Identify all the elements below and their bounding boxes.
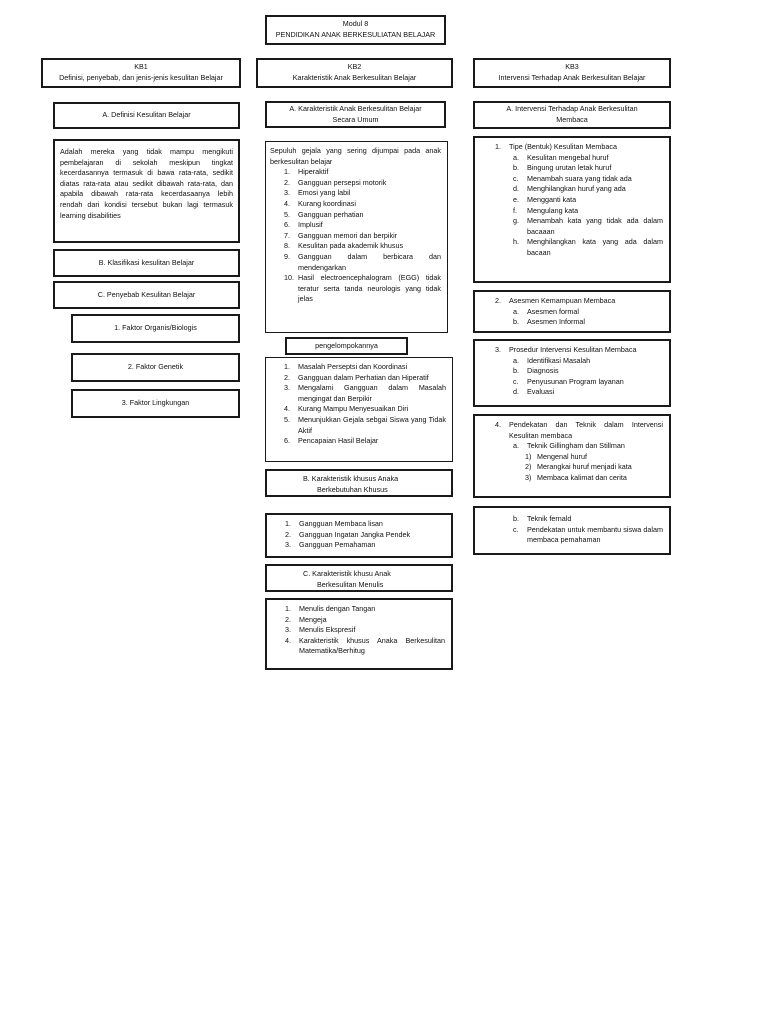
reading-type-item: [479, 237, 663, 258]
kb2-symptoms-intro: Sepuluh gejala yang sering dijumpai pada anak berkesulitan belajar: [270, 146, 441, 166]
reading-type-item-number: g.: [513, 216, 519, 226]
symptom-item-text: Gangguan memori dan berpikir: [298, 230, 398, 240]
symptom-item: [270, 188, 441, 199]
kb3-assess-title: Asesmen Kemampuan Membaca: [509, 296, 616, 305]
symptom-item-number: 4.: [284, 198, 290, 208]
symptom-item-number: 1.: [284, 167, 290, 177]
kb2-general-title: [265, 101, 446, 128]
kb3-types-list: [479, 153, 663, 259]
kb2-grouping-label: [285, 337, 408, 355]
technique-item-number: c.: [513, 524, 519, 534]
writing-difficulty-item-number: 3.: [285, 625, 291, 635]
symptom-item-text: Emosi yang labil: [298, 188, 351, 198]
kb3-approach-title: Pendekatan dan Teknik dalam Intervensi Kesulitan membaca: [509, 420, 663, 440]
gillingham-step-item: [479, 452, 663, 463]
kb2-reading-list: [271, 519, 445, 551]
symptom-item-number: 7.: [284, 230, 290, 240]
kb3-approach-box: [473, 414, 671, 498]
kb1-factor-3-text: 3. Faktor Lingkungan: [121, 398, 190, 408]
reading-difficulty-item-text: Gangguan Membaca lisan: [299, 519, 383, 528]
reading-difficulty-item-number: 3.: [285, 540, 291, 550]
kb3-approach-a-num: a.: [513, 441, 519, 451]
assessment-item-text: Asesmen formal: [527, 306, 579, 316]
technique-item: [479, 525, 663, 546]
group-item-number: 1.: [284, 362, 290, 371]
symptom-item-number: 3.: [284, 188, 290, 198]
writing-difficulty-item-text: Karakteristik khusus Anaka Berkesulitan Matematika/Berhitug: [299, 635, 445, 656]
kb2-code: KB2: [347, 62, 362, 72]
gillingham-step-item-text: Membaca kalimat dan cerita: [537, 472, 627, 482]
symptom-item-number: 2.: [284, 177, 290, 187]
kb2-grouping-label-text: pengelompokannya: [315, 340, 378, 350]
kb1-label: Definisi, penyebab, dan jenis-jenis kesulitan Belajar: [59, 73, 223, 82]
procedure-item-number: d.: [513, 387, 519, 397]
assessment-item: [479, 307, 663, 318]
symptom-item-text: Hiperaktif: [298, 167, 329, 177]
technique-item-number: b.: [513, 514, 519, 523]
gillingham-step-item-number: 1): [525, 451, 532, 461]
writing-difficulty-item-text: Mengeja: [299, 614, 327, 624]
kb2-symptoms-list: [270, 167, 441, 305]
kb1-definition-text: [53, 139, 240, 243]
writing-difficulty-item-text: Menulis dengan Tangan: [299, 604, 376, 613]
symptom-item-text: Gangguan dalam berbicara dan mendengarkan: [298, 251, 441, 272]
gillingham-step-item-text: Mengenal huruf: [537, 451, 587, 461]
gillingham-step-item-number: 2): [525, 462, 532, 472]
writing-difficulty-item: [271, 636, 445, 657]
writing-difficulty-item-text: Menulis Ekspresif: [299, 625, 356, 635]
kb3-assess-num: 2.: [495, 296, 501, 305]
reading-type-item-number: a.: [513, 152, 519, 162]
kb3-more-list: [479, 514, 663, 546]
writing-difficulty-item: [271, 615, 445, 626]
procedure-item: [479, 366, 663, 377]
kb3-types-num: 1.: [495, 142, 501, 151]
kb3-types-title: Tipe (Bentuk) Kesulitan Membaca: [509, 142, 617, 151]
assessment-item: [479, 317, 663, 328]
kb2-writing-title-line1: C. Karakteristik khusu Anak: [303, 569, 391, 578]
symptom-item: [270, 252, 441, 273]
group-item: [270, 415, 446, 436]
reading-type-item-text: Mengganti kata: [527, 194, 577, 204]
procedure-item: [479, 387, 663, 398]
gillingham-step-item-text: Merangkai huruf menjadi kata: [537, 462, 632, 472]
kb3-approach-num: 4.: [495, 420, 501, 429]
kb3-code: KB3: [565, 62, 579, 72]
symptom-item-text: Kurang koordinasi: [298, 198, 356, 208]
kb2-label: Karakteristik Anak Berkesulitan Belajar: [292, 73, 417, 82]
symptom-item-number: 5.: [284, 209, 290, 219]
symptom-item: [270, 210, 441, 221]
writing-difficulty-item-number: 4.: [285, 635, 291, 645]
kb1-factor-1-text: 1. Faktor Organis/Biologis: [114, 323, 197, 333]
reading-type-item-text: Menghilangkan kata yang ada dalam bacaan: [527, 237, 663, 257]
symptom-item-text: Hasil electroencephalogram (EGG) tidak teratur serta tanda neurologis yang tidak jelas: [298, 273, 441, 304]
kb2-groups-list: [270, 362, 446, 447]
kb1-classification-title: [53, 249, 240, 277]
kb1-code: KB1: [134, 62, 148, 72]
kb2-groups-box: [265, 357, 453, 462]
reading-type-item-number: h.: [513, 237, 519, 247]
group-item-text: Masalah Perseptsi dan Koordinasi: [298, 362, 408, 371]
symptom-item-number: 10.: [284, 273, 294, 283]
reading-type-item: [479, 163, 663, 174]
symptom-item-number: 9.: [284, 251, 290, 261]
reading-difficulty-item-text: Gangguan Ingatan Jangka Pendek: [299, 529, 411, 539]
assessment-item-number: b.: [513, 317, 519, 327]
kb3-more-box: [473, 506, 671, 555]
procedure-item-text: Penyusunan Program layanan: [527, 376, 624, 386]
reading-type-item-number: e.: [513, 194, 519, 204]
group-item: [270, 373, 446, 384]
technique-item: [479, 514, 663, 525]
kb2-writing-title-line2: Berkesulitan Menulis: [317, 579, 384, 589]
kb1-factor-1: [71, 314, 240, 343]
procedure-item-text: Diagnosis: [527, 366, 559, 376]
technique-item-text: Teknik fernald: [527, 514, 572, 523]
kb3-approach-a-title: Teknik Gillingham dan Stillman: [527, 441, 625, 451]
kb2-writing-title: [265, 564, 453, 592]
reading-type-item-text: Menambah kata yang tidak ada dalam bacaaan: [527, 216, 663, 236]
reading-type-item-text: Mengulang kata: [527, 205, 579, 215]
kb3-assess-list: [479, 307, 663, 328]
group-item-number: 4.: [284, 404, 290, 414]
gillingham-step-item-number: 3): [525, 472, 532, 482]
gillingham-step-item: [479, 462, 663, 473]
reading-type-item-text: Kesulitan mengebal huruf: [527, 152, 609, 162]
kb1-classification-text: B. Klasifikasi kesulitan Belajar: [98, 257, 195, 267]
symptom-item: [270, 199, 441, 210]
kb2-reading-box: [265, 513, 453, 558]
kb3-approach-items-list: [479, 452, 663, 484]
group-item-number: 3.: [284, 383, 290, 393]
kb3-label: Intervensi Terhadap Anak Berkesulitan Belajar: [498, 73, 646, 82]
kb2-symptoms-box: [265, 141, 448, 333]
symptom-item: [270, 167, 441, 178]
procedure-item: [479, 356, 663, 367]
assessment-item-text: Asesmen Informal: [527, 317, 585, 327]
reading-type-item: [479, 184, 663, 195]
module-title: PENDIDIKAN ANAK BERKESULIATAN BELAJAR: [275, 30, 436, 39]
kb2-special-title-line1: B. Karakteristik khusus Anaka: [303, 474, 399, 483]
symptom-item-text: Implusif: [298, 220, 323, 230]
group-item-text: Kurang Mampu Menyesuaikan Diri: [298, 404, 409, 414]
writing-difficulty-item-number: 2.: [285, 614, 291, 624]
kb1-cause-title: [53, 281, 240, 309]
reading-type-item-number: d.: [513, 184, 519, 194]
module-number: Modul 8: [342, 19, 369, 29]
reading-type-item-number: f.: [513, 205, 517, 215]
kb3-proc-list: [479, 356, 663, 398]
kb1-cause-text: C. Penyebab Kesulitan Belajar: [97, 289, 196, 299]
reading-difficulty-item: [271, 540, 445, 551]
symptom-item: [270, 231, 441, 242]
group-item-text: Mengalami Gangguan dalam Masalah mengingat dan Berpikir: [298, 383, 446, 403]
kb3-proc-title: Prosedur Intervensi Kesulitan Membaca: [509, 345, 637, 354]
kb1-factor-2: [71, 353, 240, 382]
reading-type-item: [479, 216, 663, 237]
assessment-item-number: a.: [513, 306, 519, 316]
reading-difficulty-item: [271, 530, 445, 541]
kb1-definition-paragraph: Adalah mereka yang tidak mampu mengikuti pembelajaran di sekolah meskipun tingkat kecerdasannya termasuk di bawa rata-rata, sedikit diatas rata-rata atau sedikit dibawah rata-rata, dan apabila dibawah rata-rata kecerdasaanya lebih rendah dari kondisi tersebut bukan lagi termasuk learning disabilities: [60, 147, 233, 220]
kb3-intervention-title: [473, 101, 671, 129]
procedure-item-number: b.: [513, 366, 519, 376]
group-item-number: 6.: [284, 436, 290, 446]
reading-difficulty-item-number: 1.: [285, 519, 291, 528]
reading-type-item-text: Bingung urutan letak huruf: [527, 163, 612, 173]
kb1-definition-title-text: A. Definisi Kesulitan Belajar: [102, 110, 191, 120]
reading-type-item: [479, 206, 663, 217]
kb1-definition-title: [53, 102, 240, 129]
symptom-item-text: Gangguan persepsi motorik: [298, 177, 387, 187]
reading-difficulty-item: [271, 519, 445, 530]
group-item-number: 2.: [284, 372, 290, 382]
kb2-general-title-line1: A. Karakteristik Anak Berkesulitan Belajar: [289, 103, 422, 113]
kb2-writing-box: [265, 598, 453, 670]
procedure-item-number: a.: [513, 355, 519, 365]
group-item: [270, 404, 446, 415]
kb3-proc-num: 3.: [495, 345, 501, 354]
procedure-item-text: Identifikasi Masalah: [527, 355, 591, 365]
reading-type-item-text: Menghilangkan huruf yang ada: [527, 184, 626, 194]
reading-difficulty-item-text: Gangguan Pemahaman: [299, 540, 376, 550]
symptom-item-number: 6.: [284, 220, 290, 230]
group-item-text: Menunjukkan Gejala sebgai Siswa yang Tidak Aktif: [298, 414, 446, 435]
procedure-item-number: c.: [513, 376, 519, 386]
symptom-item: [270, 220, 441, 231]
kb1-factor-2-text: 2. Faktor Genetik: [127, 362, 184, 372]
kb3-assessment-box: [473, 290, 671, 333]
kb3-intervention-title-line2: Membaca: [556, 115, 588, 124]
group-item: [270, 436, 446, 447]
module-title-box: [265, 15, 446, 45]
gillingham-step-item: [479, 473, 663, 484]
procedure-item: [479, 377, 663, 388]
symptom-item-text: Gangguan perhatian: [298, 209, 364, 219]
symptom-item-text: Kesulitan pada akademik khusus: [298, 241, 404, 251]
writing-difficulty-item-number: 1.: [285, 604, 291, 613]
reading-type-item-number: b.: [513, 163, 519, 173]
kb3-types-box: [473, 136, 671, 283]
reading-type-item-text: Menambah suara yang tidak ada: [527, 173, 632, 183]
writing-difficulty-item: [271, 604, 445, 615]
kb2-special-title: [265, 469, 453, 497]
symptom-item-number: 8.: [284, 241, 290, 251]
reading-type-item-number: c.: [513, 173, 519, 183]
symptom-item: [270, 178, 441, 189]
kb2-header: [256, 58, 453, 88]
kb3-header: [473, 58, 671, 88]
symptom-item: [270, 273, 441, 305]
kb1-factor-3: [71, 389, 240, 418]
group-item-number: 5.: [284, 414, 290, 424]
reading-type-item: [479, 174, 663, 185]
procedure-item-text: Evaluasi: [527, 387, 555, 397]
kb1-header: [41, 58, 241, 88]
kb2-writing-list: [271, 604, 445, 657]
kb2-special-title-line2: Berkebutuhan Khusus: [317, 484, 388, 494]
writing-difficulty-item: [271, 625, 445, 636]
group-item: [270, 383, 446, 404]
reading-difficulty-item-number: 2.: [285, 529, 291, 539]
reading-type-item: [479, 153, 663, 164]
kb2-general-title-line2: Secara Umum: [332, 114, 379, 124]
kb3-intervention-title-line1: A. Intervensi Terhadap Anak Berkesulitan: [506, 104, 638, 114]
technique-item-text: Pendekatan untuk membantu siswa dalam membaca pemahaman: [527, 524, 663, 545]
kb3-procedure-box: [473, 339, 671, 407]
symptom-item: [270, 241, 441, 252]
group-item-text: Pencapaian Hasil Belajar: [298, 436, 379, 446]
reading-type-item: [479, 195, 663, 206]
group-item: [270, 362, 446, 373]
group-item-text: Gangguan dalam Perhatian dan Hiperatif: [298, 372, 429, 382]
